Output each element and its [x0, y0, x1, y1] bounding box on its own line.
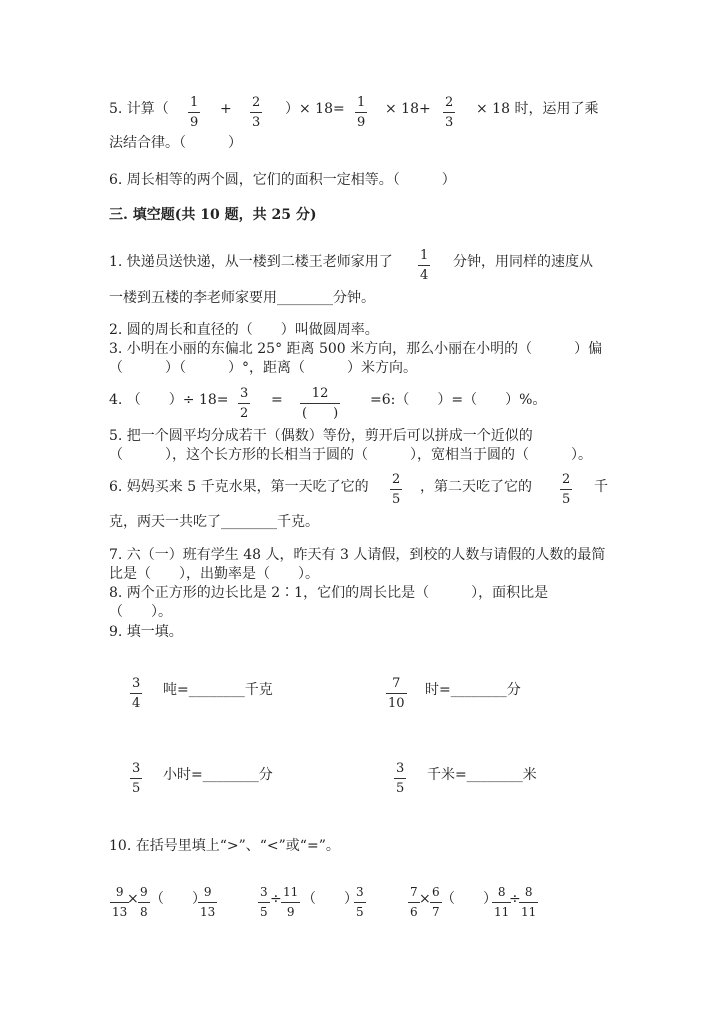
f9-item-1-num: 3 [132, 676, 141, 691]
f4-a: 4. （ ）÷ 18= [109, 392, 229, 408]
q5-frac-2-num: 2 [252, 95, 261, 110]
section-title: 三. 填空题(共 10 题，共 25 分) [109, 207, 317, 223]
f9-item-3-den: 5 [132, 781, 141, 796]
q5-frac-1-num: 1 [190, 95, 199, 110]
f1-line1-a: 1. 快递员送快递，从一楼到二楼王老师家用了 [109, 254, 393, 270]
f10-e3-e-num: 8 [524, 885, 533, 899]
f4-frac-2-den: ( ) [302, 406, 339, 421]
q6: 6. 周长相等的两个圆，它们的面积一定相等。（ ） [109, 172, 456, 188]
f9-item-4-frac [394, 761, 406, 796]
f1-line1-b: 分钟，用同样的速度从 [453, 254, 593, 270]
q5-frac-3-num: 1 [357, 95, 366, 110]
q5-frac-2 [250, 95, 262, 130]
f6-line2: 克，两天一共吃了________千克。 [109, 514, 319, 530]
f10-e1-b [138, 885, 150, 920]
f1-frac-num: 1 [420, 248, 429, 263]
q5-frac-4 [443, 95, 455, 130]
f6-frac-2-num: 2 [562, 472, 571, 487]
f10-e3-b [430, 885, 442, 920]
q5-line1-d: × 18 时，运用了乘 [476, 101, 599, 117]
f9-item-1-frac [130, 676, 142, 711]
f10-e3-blank: （ ） [441, 891, 497, 907]
f3-line1: 3. 小明在小丽的东偏北 25° 距离 500 米方向，那么小丽在小明的（ ）偏 [109, 341, 603, 357]
f10-e2-a [258, 885, 270, 920]
f7-line2: 比是（ ），出勤率是（ ）。 [109, 566, 319, 582]
f6-a: 6. 妈妈买来 5 千克水果，第一天吃了它的 [109, 479, 369, 495]
f10-e3-b-num: 6 [432, 885, 440, 899]
f4-frac-2-num: 12 [311, 386, 329, 401]
f8-line2: （ ）。 [109, 604, 172, 620]
f10-e1-c-den: 13 [200, 905, 216, 919]
f10-e3-op: × [419, 891, 431, 907]
f9-item-3-frac [130, 761, 142, 796]
f9-item-4-num: 3 [396, 761, 405, 776]
f6-frac-1-den: 5 [392, 492, 401, 507]
f10-e3-a-den: 6 [410, 905, 418, 919]
q5-plus: + [220, 101, 232, 117]
f10-e2-op: ÷ [270, 891, 282, 907]
f5-line2: （ ），这个长方形的长相当于圆的（ ），宽相当于圆的（ ）。 [109, 447, 592, 463]
f9-item-1-text: 吨=________千克 [163, 682, 273, 698]
f4-frac-1-den: 2 [240, 406, 249, 421]
f10-e1-op: × [127, 891, 139, 907]
f10-e3-e [519, 885, 538, 920]
q5-frac-3-den: 9 [357, 115, 366, 130]
f6-c: 千 [594, 479, 608, 495]
f9-item-2-frac [386, 676, 407, 711]
f10-e1-a-den: 13 [112, 905, 128, 919]
f10-e1-c-num: 9 [203, 885, 212, 899]
q5-frac-3 [355, 95, 367, 130]
f6-b: ，第二天吃了它的 [420, 479, 532, 495]
q5-line1-a: 5. 计算（ [109, 101, 169, 117]
f10-e2-c-den: 5 [356, 905, 364, 919]
f10-e2-c-num: 3 [356, 885, 364, 899]
f4-frac-1-num: 3 [240, 386, 249, 401]
f4-frac-1 [238, 386, 250, 421]
f6-frac-1-num: 2 [392, 472, 401, 487]
f10-e1-blank: （ ） [150, 891, 206, 907]
f10-e2-c [354, 885, 366, 920]
f5-line1: 5. 把一个圆平均分成若干（偶数）等份，剪开后可以拼成一个近似的 [109, 428, 533, 444]
f1-frac-den: 4 [420, 268, 429, 283]
f10-e1-b-num: 9 [140, 885, 148, 899]
f8-line1: 8. 两个正方形的边长比是 2∶1，它们的周长比是（ ），面积比是 [109, 585, 549, 601]
f10-e2-a-den: 5 [260, 905, 268, 919]
f10-e1-c [198, 885, 217, 920]
f10-e2-b-num: 11 [283, 885, 299, 899]
f10-e3-c-den: 11 [494, 905, 510, 919]
f9-item-2-text: 时=________分 [425, 682, 521, 698]
f9-item-4-text: 千米=________米 [427, 767, 537, 783]
f9-item-2-num: 7 [392, 676, 401, 691]
f10-e2-b [281, 885, 300, 920]
q5-frac-1 [188, 95, 200, 130]
f1-frac [418, 248, 430, 283]
f7-line1: 7. 六（一）班有学生 48 人，昨天有 3 人请假，到校的人数与请假的人数的最简 [109, 547, 606, 563]
f6-frac-1 [390, 472, 402, 507]
f9-item-3-num: 3 [132, 761, 141, 776]
f10-e2-a-num: 3 [260, 885, 268, 899]
f10-e3-e-den: 11 [521, 905, 537, 919]
f10-e3-a-num: 7 [410, 885, 418, 899]
f4-eq: = [271, 392, 283, 408]
q5-line1-b: ）× 18= [285, 101, 345, 117]
f10-e1-a-num: 9 [115, 885, 124, 899]
q5-frac-4-den: 3 [445, 115, 454, 130]
f9-item-1-den: 4 [132, 696, 141, 711]
f9-item-3-text: 小时=________分 [163, 767, 273, 783]
q5-frac-4-num: 2 [445, 95, 454, 110]
q5-line2: 法结合律。（ ） [109, 135, 242, 151]
q5-frac-2-den: 3 [252, 115, 261, 130]
f6-frac-2 [560, 472, 572, 507]
q5-line1-c: × 18+ [385, 101, 431, 117]
f10-e3-b-den: 7 [432, 905, 440, 919]
f4-frac-2 [300, 386, 340, 421]
f9-title: 9. 填一填。 [109, 624, 183, 640]
f9-item-4-den: 5 [396, 781, 405, 796]
f6-frac-2-den: 5 [562, 492, 571, 507]
f10-e3-c-num: 8 [497, 885, 506, 899]
f10-e3-op2: ÷ [509, 891, 521, 907]
q5-frac-1-den: 9 [190, 115, 199, 130]
f10-e2-blank: （ ） [302, 891, 358, 907]
f3-line2: （ ）（ ）°，距离（ ）米方向。 [109, 360, 417, 376]
f10-title: 10. 在括号里填上“>”、“<”或“=”。 [109, 838, 340, 854]
f1-line2: 一楼到五楼的李老师家要用________分钟。 [109, 290, 375, 306]
f2: 2. 圆的周长和直径的（ ）叫做圆周率。 [109, 322, 379, 338]
f10-e1-b-den: 8 [140, 905, 148, 919]
f4-b: =6:（ ）=（ ）%。 [370, 392, 547, 408]
f9-item-2-den: 10 [388, 696, 405, 711]
f10-e3-a [408, 885, 420, 920]
f10-e2-b-den: 9 [286, 905, 295, 919]
